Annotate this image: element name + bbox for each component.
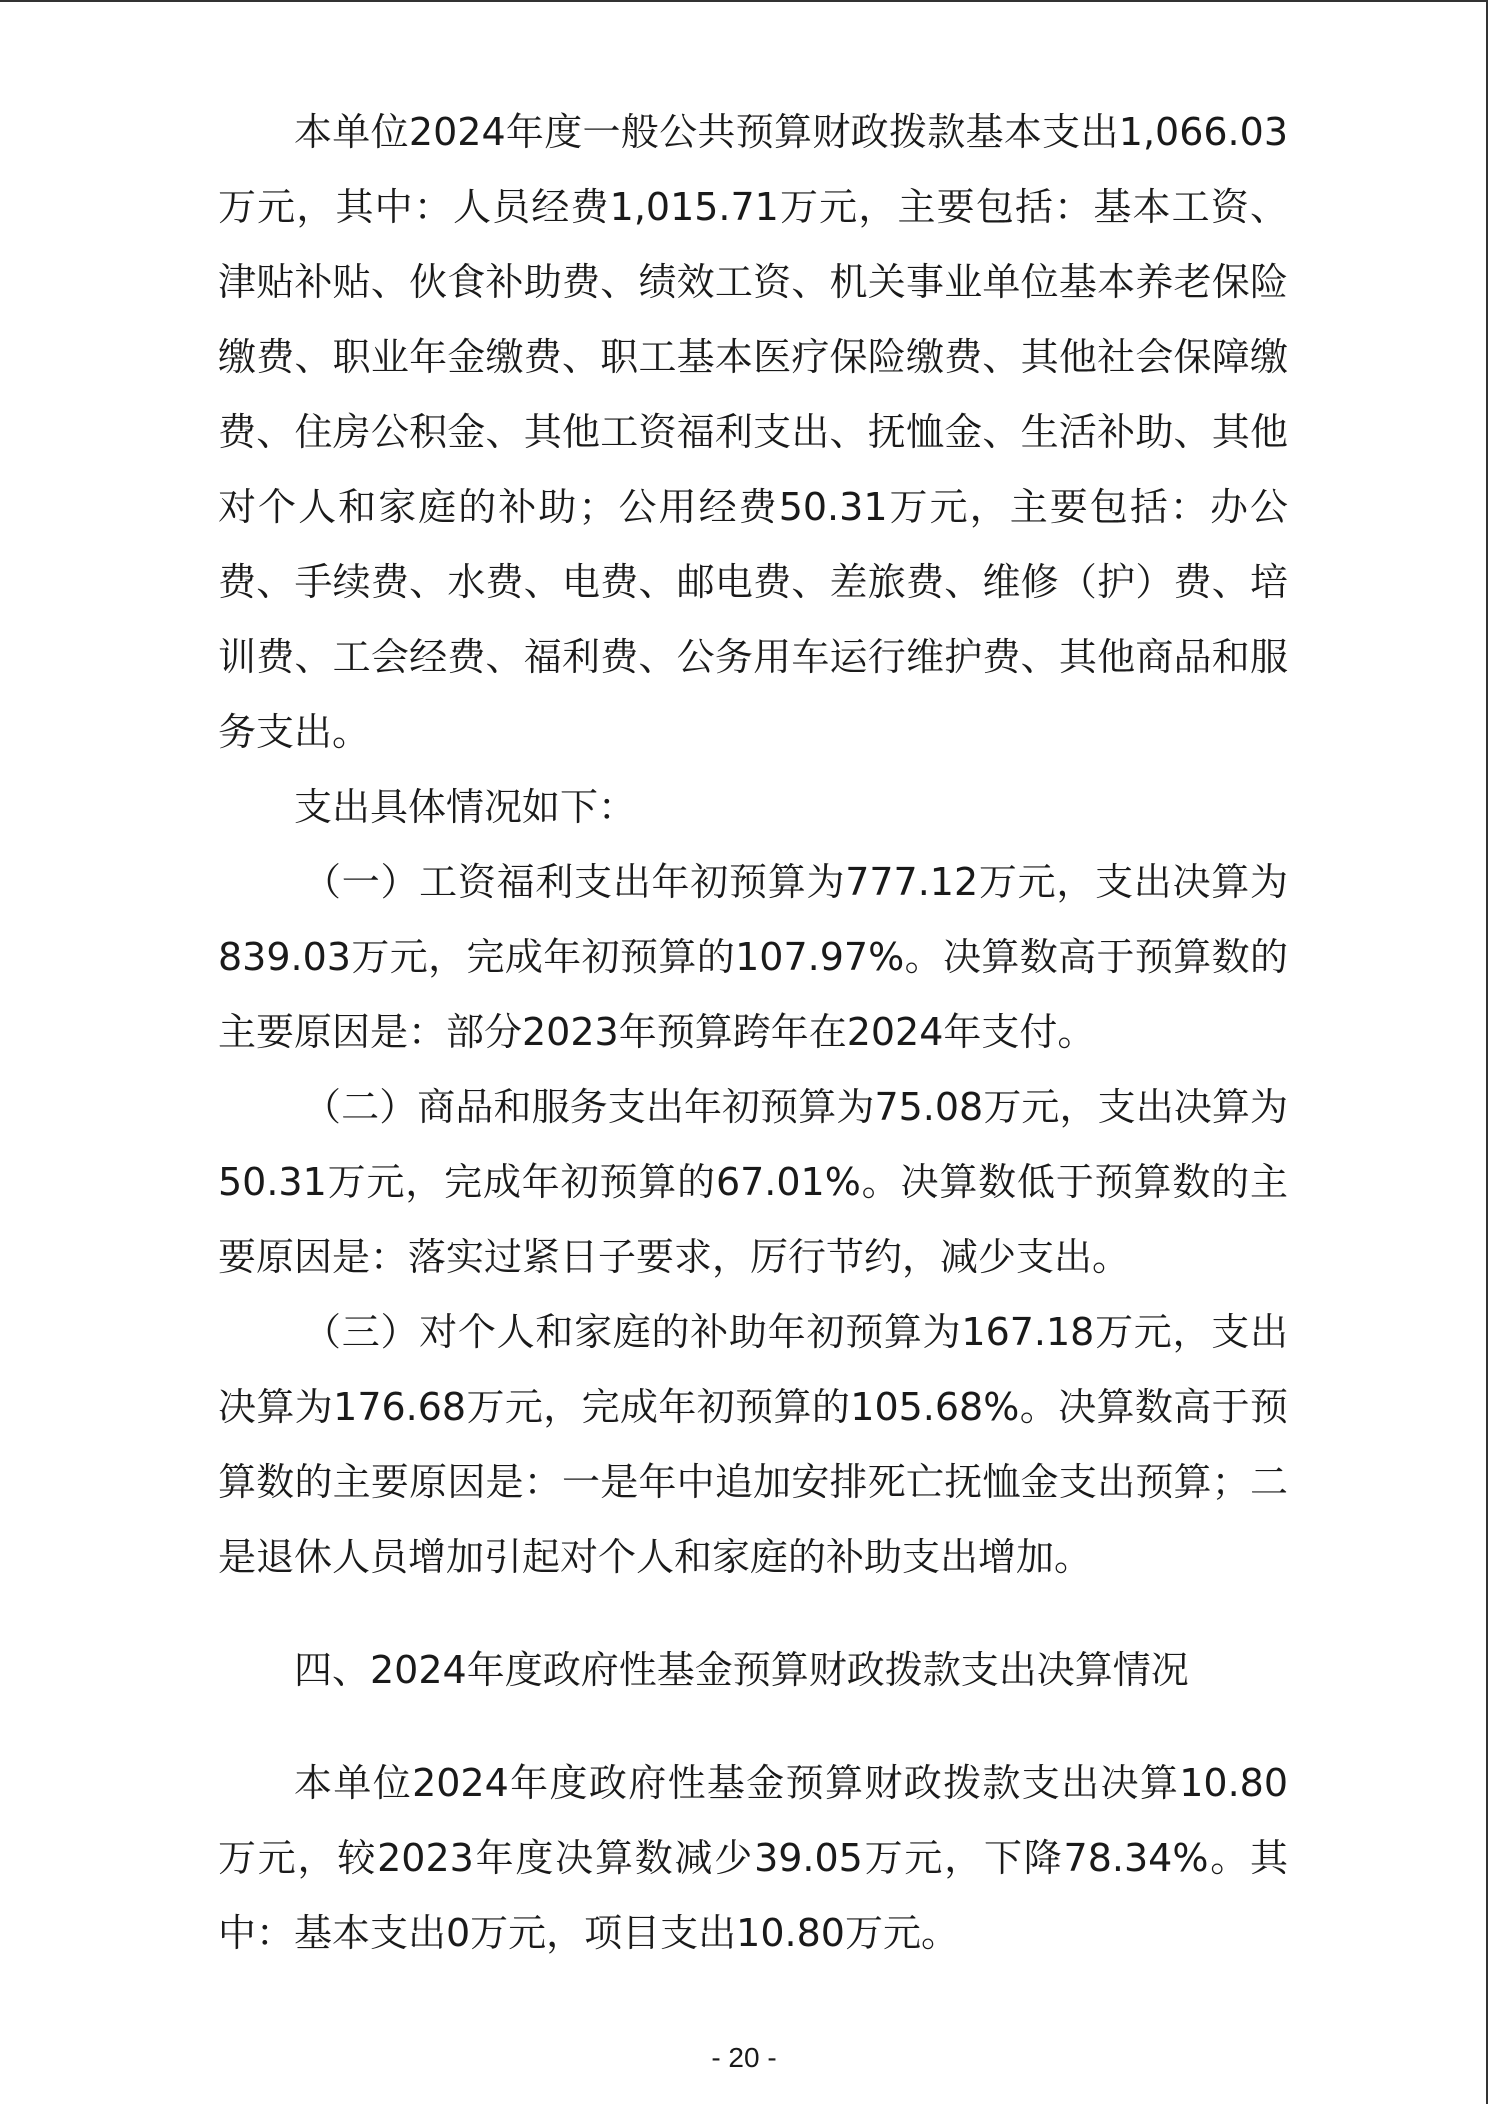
section-heading: 四、2024年度政府性基金预算财政拨款支出决算情况 <box>294 1648 1189 1692</box>
paragraph-government-fund: 本单位2024年度政府性基金预算财政拨款支出决算10.80万元，较2023年度决算数减少39.05万元，下降78.34%。其中：基本支出0万元，项目支出10.80万元。 <box>218 1761 1288 1955</box>
paragraph-individual-household-subsidy: （三）对个人和家庭的补助年初预算为167.18万元，支出决算为176.68万元，完成年初预算的105.68%。决算数高于预算数的主要原因是：一是年中追加安排死亡抚恤金支出预算；二是退休人员增加引起对个人和家庭的补助支出增加。 <box>218 1310 1288 1579</box>
paragraph-basic-expenditure: 本单位2024年度一般公共预算财政拨款基本支出1,066.03万元，其中：人员经费1,015.71万元，主要包括：基本工资、津贴补贴、伙食补助费、绩效工资、机关事业单位基本养老保险缴费、职业年金缴费、职工基本医疗保险缴费、其他社会保障缴费、住房公积金、其他工资福利支出、抚恤金、生活补助、其他对个人和家庭的补助；公用经费50.31万元，主要包括：办公费、手续费、水费、电费、邮电费、差旅费、维修（护）费、培训费、工会经费、福利费、公务用车运行维护费、其他商品和服务支出。 <box>218 110 1288 754</box>
page-number: - 20 - <box>711 2042 777 2073</box>
paragraph-salary-welfare: （一）工资福利支出年初预算为777.12万元，支出决算为839.03万元，完成年初预算的107.97%。决算数高于预算数的主要原因是：部分2023年预算跨年在2024年支付。 <box>218 860 1288 1054</box>
top-border <box>0 0 1488 2</box>
paragraph-goods-services: （二）商品和服务支出年初预算为75.08万元，支出决算为50.31万元，完成年初预算的67.01%。决算数低于预算数的主要原因是：落实过紧日子要求，厉行节约，减少支出。 <box>218 1085 1288 1279</box>
document-body <box>218 95 1288 1971</box>
paragraph-expenditure-details-intro: 支出具体情况如下： <box>294 785 637 829</box>
